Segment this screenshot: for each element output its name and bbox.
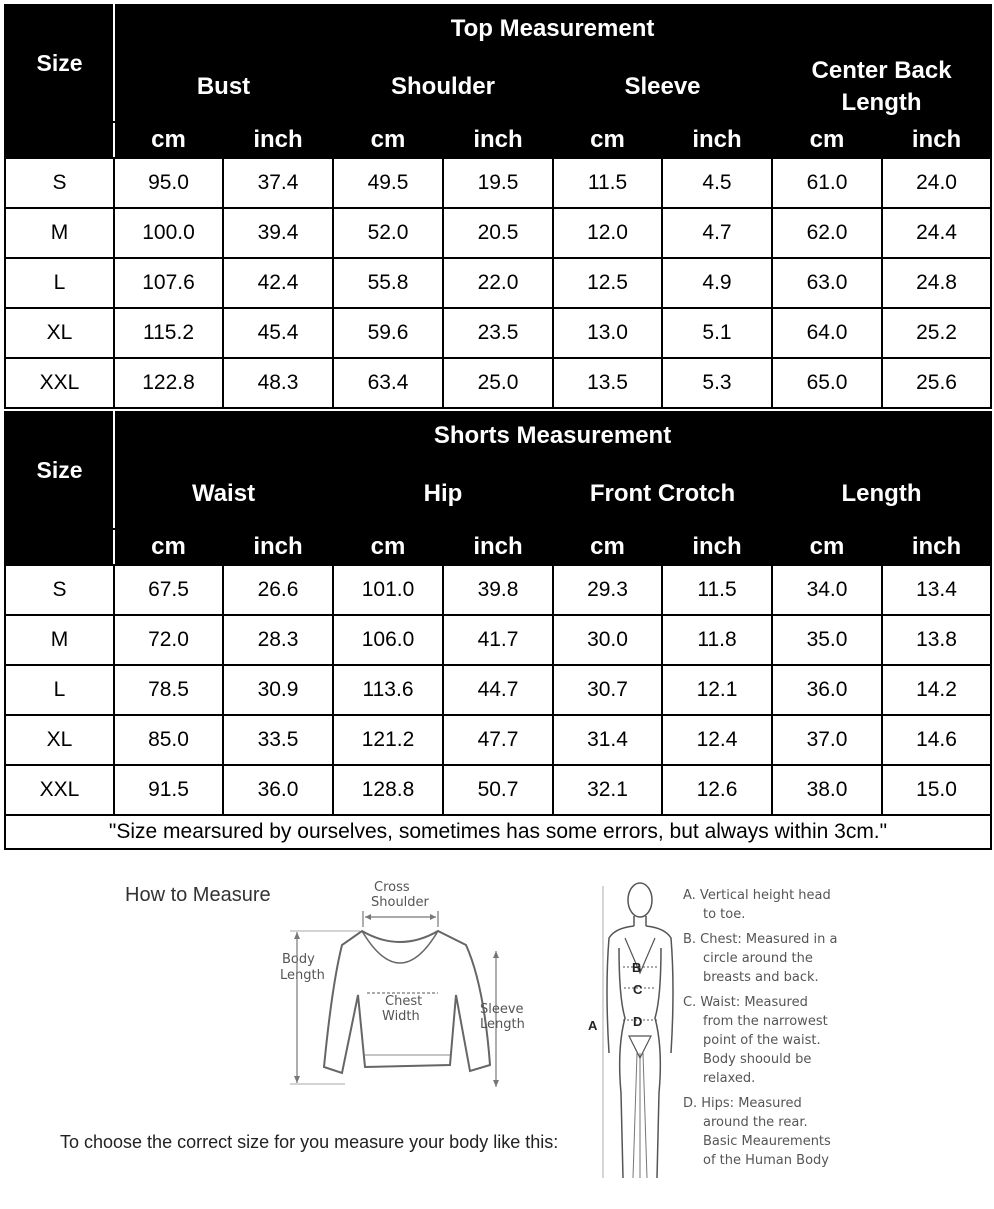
legend-d-line2: around the rear. [703, 1115, 808, 1130]
value-cell: 4.5 [662, 158, 772, 208]
value-cell: 15.0 [882, 765, 991, 815]
size-cell: M [5, 615, 114, 665]
measure-instruction: To choose the correct size for you measure your body like this: [60, 1132, 559, 1152]
value-cell: 13.5 [553, 358, 662, 408]
value-cell: 13.0 [553, 308, 662, 358]
cross-shoulder-label-line1: Cross [374, 880, 410, 895]
size-header-spacer [5, 122, 114, 158]
value-cell: 13.8 [882, 615, 991, 665]
value-cell: 12.1 [662, 665, 772, 715]
column-group-header: Hip [333, 459, 553, 529]
legend-c-line4: Body shoould be [703, 1052, 812, 1067]
value-cell: 55.8 [333, 258, 443, 308]
value-cell: 25.2 [882, 308, 991, 358]
value-cell: 121.2 [333, 715, 443, 765]
value-cell: 28.3 [223, 615, 333, 665]
table-row [5, 158, 991, 208]
unit-header: inch [882, 529, 991, 565]
unit-header: inch [662, 122, 772, 158]
value-cell: 52.0 [333, 208, 443, 258]
value-cell: 95.0 [114, 158, 223, 208]
value-cell: 39.4 [223, 208, 333, 258]
legend-item-a [683, 886, 837, 924]
value-cell: 107.6 [114, 258, 223, 308]
size-cell: S [5, 158, 114, 208]
value-cell: 4.9 [662, 258, 772, 308]
column-group-header: Front Crotch [553, 459, 772, 529]
value-cell: 36.0 [772, 665, 882, 715]
size-header: Size [5, 5, 114, 122]
size-cell: M [5, 208, 114, 258]
value-cell: 22.0 [443, 258, 553, 308]
size-header-spacer [5, 529, 114, 565]
value-cell: 26.6 [223, 565, 333, 615]
value-cell: 13.4 [882, 565, 991, 615]
value-cell: 106.0 [333, 615, 443, 665]
table-row [5, 358, 991, 408]
value-cell: 67.5 [114, 565, 223, 615]
value-cell: 4.7 [662, 208, 772, 258]
value-cell: 38.0 [772, 765, 882, 815]
value-cell: 19.5 [443, 158, 553, 208]
value-cell: 5.3 [662, 358, 772, 408]
legend-c-line1: C. Waist: Measured [683, 995, 808, 1010]
unit-header: inch [443, 529, 553, 565]
size-cell: XXL [5, 358, 114, 408]
measurement-legend [683, 886, 837, 1176]
value-cell: 42.4 [223, 258, 333, 308]
value-cell: 25.0 [443, 358, 553, 408]
value-cell: 62.0 [772, 208, 882, 258]
table-row [5, 208, 991, 258]
sweater-measurement-diagram [270, 875, 550, 1105]
letter-a-marker: A [588, 1018, 598, 1033]
value-cell: 32.1 [553, 765, 662, 815]
letter-c-marker: C [633, 982, 643, 997]
cross-shoulder-label-line2: Shoulder [371, 895, 429, 910]
size-cell: XL [5, 715, 114, 765]
value-cell: 113.6 [333, 665, 443, 715]
value-cell: 65.0 [772, 358, 882, 408]
unit-header: cm [333, 529, 443, 565]
value-cell: 35.0 [772, 615, 882, 665]
unit-header: inch [223, 529, 333, 565]
letter-d-marker: D [633, 1014, 643, 1029]
value-cell: 31.4 [553, 715, 662, 765]
column-group-header: Center Back Length [772, 52, 991, 122]
value-cell: 11.5 [553, 158, 662, 208]
table-row [5, 665, 991, 715]
how-to-measure-title: How to Measure [125, 884, 271, 906]
table-row [5, 308, 991, 358]
unit-header: inch [223, 122, 333, 158]
body-length-label-line1: Body [282, 952, 315, 967]
size-disclaimer-note: "Size mearsured by ourselves, sometimes has some errors, but always within 3cm." [5, 815, 991, 849]
value-cell: 63.4 [333, 358, 443, 408]
value-cell: 41.7 [443, 615, 553, 665]
column-group-header: Length [772, 459, 991, 529]
value-cell: 14.6 [882, 715, 991, 765]
value-cell: 12.0 [553, 208, 662, 258]
unit-header: cm [333, 122, 443, 158]
value-cell: 11.5 [662, 565, 772, 615]
sleeve-length-label-line1: Sleeve [480, 1002, 524, 1017]
value-cell: 25.6 [882, 358, 991, 408]
table-row [5, 565, 991, 615]
value-cell: 12.6 [662, 765, 772, 815]
value-cell: 5.1 [662, 308, 772, 358]
size-cell: S [5, 565, 114, 615]
column-group-header: Waist [114, 459, 333, 529]
legend-a-line1: A. Vertical height head [683, 888, 831, 903]
value-cell: 34.0 [772, 565, 882, 615]
value-cell: 78.5 [114, 665, 223, 715]
value-cell: 128.8 [333, 765, 443, 815]
legend-item-d [683, 1094, 837, 1170]
value-cell: 50.7 [443, 765, 553, 815]
value-cell: 29.3 [553, 565, 662, 615]
unit-header: cm [114, 122, 223, 158]
legend-d-line1: D. Hips: Measured [683, 1096, 802, 1111]
table-row [5, 765, 991, 815]
column-group-header: Sleeve [553, 52, 772, 122]
column-group-header: Bust [114, 52, 333, 122]
top-measurement-table [4, 4, 992, 409]
legend-d-line3: Basic Meaurements [703, 1134, 831, 1149]
value-cell: 36.0 [223, 765, 333, 815]
value-cell: 44.7 [443, 665, 553, 715]
legend-c-line3: point of the waist. [703, 1033, 821, 1048]
legend-b-line3: breasts and back. [703, 970, 819, 985]
unit-header: inch [662, 529, 772, 565]
sleeve-length-label-line2: Length [480, 1017, 525, 1032]
value-cell: 72.0 [114, 615, 223, 665]
value-cell: 37.0 [772, 715, 882, 765]
value-cell: 12.5 [553, 258, 662, 308]
body-length-label-line2: Length [280, 968, 325, 983]
legend-c-line5: relaxed. [703, 1071, 756, 1086]
value-cell: 45.4 [223, 308, 333, 358]
table-row [5, 258, 991, 308]
value-cell: 91.5 [114, 765, 223, 815]
shorts-measurement-table [4, 411, 992, 850]
table-title: Top Measurement [114, 5, 991, 52]
value-cell: 24.8 [882, 258, 991, 308]
value-cell: 61.0 [772, 158, 882, 208]
chest-width-label-line2: Width [382, 1009, 420, 1024]
value-cell: 30.7 [553, 665, 662, 715]
legend-d-line4: of the Human Body [703, 1153, 829, 1168]
table-row [5, 715, 991, 765]
body-measurement-diagram [585, 878, 680, 1193]
value-cell: 20.5 [443, 208, 553, 258]
value-cell: 37.4 [223, 158, 333, 208]
column-group-header: Shoulder [333, 52, 553, 122]
value-cell: 115.2 [114, 308, 223, 358]
value-cell: 101.0 [333, 565, 443, 615]
value-cell: 30.9 [223, 665, 333, 715]
legend-b-line1: B. Chest: Measured in a [683, 932, 838, 947]
size-cell: L [5, 665, 114, 715]
legend-c-line2: from the narrowest [703, 1014, 828, 1029]
value-cell: 64.0 [772, 308, 882, 358]
value-cell: 48.3 [223, 358, 333, 408]
value-cell: 23.5 [443, 308, 553, 358]
value-cell: 12.4 [662, 715, 772, 765]
unit-header: cm [114, 529, 223, 565]
legend-item-c [683, 993, 837, 1088]
value-cell: 14.2 [882, 665, 991, 715]
unit-header: inch [882, 122, 991, 158]
unit-header: cm [772, 122, 882, 158]
value-cell: 24.0 [882, 158, 991, 208]
value-cell: 39.8 [443, 565, 553, 615]
letter-b-marker: B [632, 960, 642, 975]
legend-b-line2: circle around the [703, 951, 813, 966]
legend-item-b [683, 930, 837, 987]
value-cell: 122.8 [114, 358, 223, 408]
value-cell: 24.4 [882, 208, 991, 258]
table-title: Shorts Measurement [114, 412, 991, 459]
size-cell: L [5, 258, 114, 308]
value-cell: 63.0 [772, 258, 882, 308]
value-cell: 49.5 [333, 158, 443, 208]
size-cell: XL [5, 308, 114, 358]
table-row [5, 615, 991, 665]
value-cell: 11.8 [662, 615, 772, 665]
value-cell: 33.5 [223, 715, 333, 765]
unit-header: cm [772, 529, 882, 565]
value-cell: 47.7 [443, 715, 553, 765]
value-cell: 100.0 [114, 208, 223, 258]
legend-a-line2: to toe. [703, 907, 746, 922]
unit-header: inch [443, 122, 553, 158]
size-header: Size [5, 412, 114, 529]
value-cell: 59.6 [333, 308, 443, 358]
value-cell: 30.0 [553, 615, 662, 665]
value-cell: 85.0 [114, 715, 223, 765]
chest-width-label-line1: Chest [385, 994, 423, 1009]
unit-header: cm [553, 122, 662, 158]
size-cell: XXL [5, 765, 114, 815]
unit-header: cm [553, 529, 662, 565]
